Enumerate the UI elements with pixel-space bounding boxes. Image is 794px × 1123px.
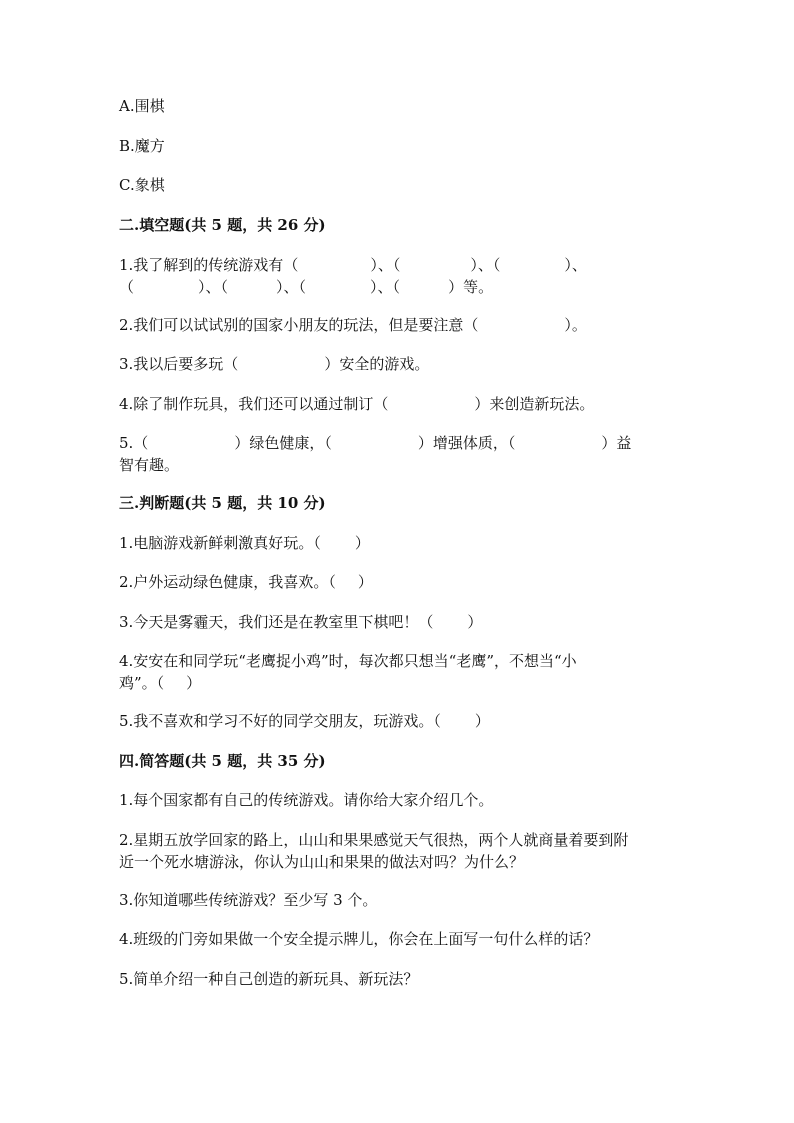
fill-q1-text-c: ）、（: [470, 256, 501, 274]
fill-q3: [119, 353, 679, 375]
fill-q1-text-i: ）等。: [448, 278, 494, 296]
fill-q5-text-c: ）增强体质，（: [417, 434, 516, 452]
short-q5: 5.简单介绍一种自己创造的新玩具、新玩法？: [119, 970, 419, 988]
fill-q1-text-d: ）、: [564, 256, 587, 274]
section3-heading: 三.判断题(共 5 题，共 10 分): [119, 494, 326, 512]
fill-q3-text-a: 3.我以后要多玩（: [119, 355, 239, 373]
judge-q1: [119, 532, 679, 554]
judge-q3-text: 3.今天是雾霾天，我们还是在教室里下棋吧！（: [119, 613, 434, 631]
short-q3: 3.你知道哪些传统游戏？至少写 3 个。: [119, 891, 378, 909]
fill-q5-text-a: 5.（: [119, 434, 149, 452]
fill-q1-text-a: 1.我了解到的传统游戏有（: [119, 256, 299, 274]
judge-q4-close: ）: [186, 674, 202, 692]
judge-q2: [119, 571, 679, 593]
judge-q3-close: ）: [467, 613, 483, 631]
section4-heading: 四.简答题(共 5 题，共 35 分): [119, 752, 326, 770]
fill-q2-text-a: 2.我们可以试试别的国家小朋友的玩法，但是要注意（: [119, 316, 479, 334]
fill-q1-line1: [119, 254, 679, 276]
short-q4: 4.班级的门旁如果做一个安全提示牌儿，你会在上面写一句什么样的话？: [119, 930, 599, 948]
judge-q5: [119, 710, 679, 732]
fill-q5-text-d: ）益: [601, 434, 632, 452]
option-c: C.象棋: [119, 176, 165, 194]
judge-q3: [119, 611, 679, 633]
option-b: B.魔方: [119, 137, 165, 155]
option-a: A.围棋: [119, 97, 165, 115]
judge-q4-line1: 4.安安在和同学玩“老鹰捉小鸡”时，每次都只想当“老鹰”，不想当“小: [119, 652, 577, 670]
fill-q1-text-h: ）、（: [370, 278, 401, 296]
fill-q1-text-f: ）、（: [198, 278, 229, 296]
judge-q4-text: 鸡”。（: [119, 674, 165, 692]
short-q1: 1.每个国家都有自己的传统游戏。请你给大家介绍几个。: [119, 791, 494, 809]
judge-q1-close: ）: [354, 534, 370, 552]
judge-q4-line2: [119, 672, 679, 694]
fill-q1-text-g: ）、（: [276, 278, 307, 296]
judge-q2-text: 2.户外运动绿色健康，我喜欢。（: [119, 573, 336, 591]
judge-q1-text: 1.电脑游戏新鲜刺激真好玩。（: [119, 534, 321, 552]
fill-q4: [119, 393, 679, 415]
short-q2-line1: 2.星期五放学回家的路上，山山和果果感觉天气很热，两个人就商量着要到附: [119, 831, 629, 849]
fill-q4-text-b: ）来创造新玩法。: [474, 395, 595, 413]
fill-q5-line2: 智有趣。: [119, 456, 180, 474]
fill-q2-text-b: ）。: [564, 316, 587, 334]
short-q2-line2: 近一个死水塘游泳，你认为山山和果果的做法对吗？为什么？: [119, 853, 525, 871]
fill-q3-text-b: ）安全的游戏。: [324, 355, 430, 373]
judge-q5-text: 5.我不喜欢和学习不好的同学交朋友，玩游戏。（: [119, 712, 441, 730]
fill-q5-text-b: ）绿色健康，（: [234, 434, 332, 452]
fill-q2: [119, 314, 679, 336]
judge-q2-close: ）: [357, 573, 373, 591]
fill-q1-text-b: ）、（: [370, 256, 401, 274]
fill-q5-line1: [119, 432, 679, 454]
judge-q5-close: ）: [474, 712, 490, 730]
fill-q1-text-e: （: [119, 278, 135, 296]
section2-heading: 二.填空题(共 5 题，共 26 分): [119, 216, 326, 234]
fill-q1-line2: [119, 276, 679, 298]
fill-q4-text-a: 4.除了制作玩具，我们还可以通过制订（: [119, 395, 389, 413]
